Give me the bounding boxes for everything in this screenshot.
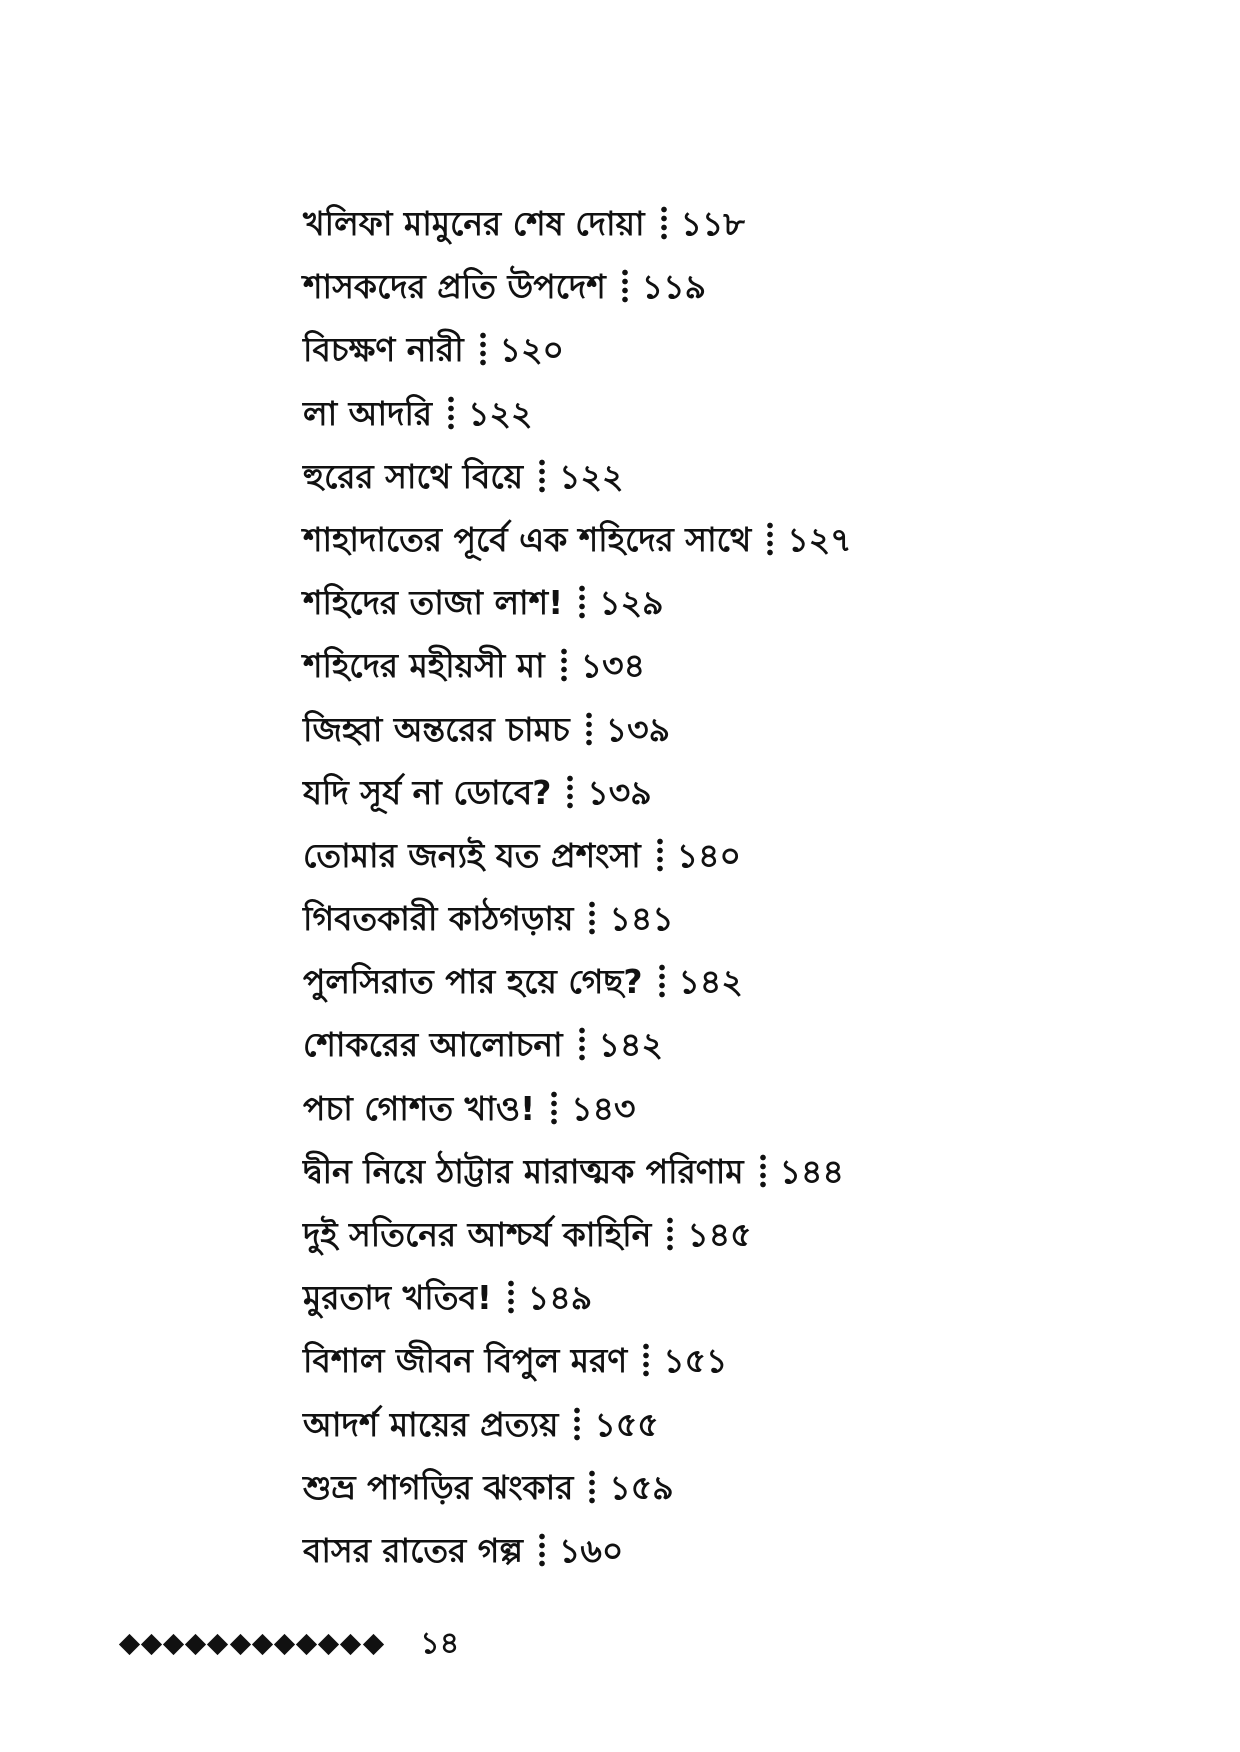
diamond-icon	[318, 1633, 339, 1654]
toc-entry[interactable]	[303, 950, 852, 1013]
toc-entry[interactable]	[303, 824, 852, 887]
entry-title: শাসকদের প্রতি উপদেশ	[303, 267, 606, 307]
diamond-icon	[229, 1633, 250, 1654]
entry-page: ১৪২	[598, 1025, 663, 1065]
entry-page: ১৬০	[558, 1530, 624, 1570]
entry-page: ১২২	[559, 456, 624, 496]
dotted-separator-icon	[565, 774, 575, 810]
diamond-icon	[363, 1633, 384, 1654]
dotted-separator-icon	[537, 1532, 547, 1568]
dotted-separator-icon	[584, 711, 594, 747]
toc-entry[interactable]	[303, 1140, 852, 1203]
toc-entry[interactable]	[303, 318, 852, 381]
toc-entry[interactable]	[303, 255, 852, 318]
toc-entry[interactable]	[303, 887, 852, 950]
toc-entry[interactable]	[303, 634, 852, 697]
dotted-separator-icon	[577, 1026, 587, 1062]
entry-page: ১৪৩	[571, 1088, 636, 1128]
toc-entry[interactable]	[303, 761, 852, 824]
diamond-icon	[296, 1633, 317, 1654]
entry-page: ১৪১	[609, 899, 674, 939]
entry-title: বাসর রাতের গল্প	[303, 1530, 523, 1570]
dotted-separator-icon	[587, 1469, 597, 1505]
entry-title: বিচক্ষণ নারী	[303, 330, 464, 370]
toc-entry[interactable]	[303, 508, 852, 571]
dotted-separator-icon	[506, 1279, 516, 1315]
dotted-separator-icon	[657, 963, 667, 999]
toc-entry[interactable]	[303, 1456, 852, 1519]
toc-entry[interactable]	[303, 1519, 852, 1582]
entry-page: ১২৯	[599, 583, 664, 623]
toc-entry[interactable]	[303, 1077, 852, 1140]
entry-title: তোমার জন্যই যত প্রশংসা	[303, 835, 641, 875]
entry-title: খলিফা মামুনের শেষ দোয়া	[303, 204, 645, 243]
dotted-separator-icon	[577, 584, 587, 620]
diamond-icon	[207, 1633, 228, 1654]
entry-title: শুভ্র পাগড়ির ঝংকার	[303, 1467, 574, 1507]
toc-entry[interactable]	[303, 1329, 852, 1392]
entry-page: ১৫৯	[609, 1467, 674, 1507]
toc-entry[interactable]	[303, 1013, 852, 1076]
page-footer	[118, 1624, 459, 1664]
entry-page: ১৪৫	[687, 1215, 752, 1254]
entry-page: ১১৮	[680, 204, 745, 243]
entry-page: ১৫১	[663, 1341, 728, 1381]
entry-page: ১১৯	[641, 267, 707, 307]
entry-page: ১৩৯	[587, 772, 652, 812]
entry-page: ১২০	[499, 330, 564, 370]
dotted-separator-icon	[537, 458, 547, 494]
entry-title: যদি সূর্য না ডোবে?	[303, 772, 552, 812]
dotted-separator-icon	[559, 647, 569, 683]
dotted-separator-icon	[641, 1342, 651, 1378]
entry-title: আদর্শ মায়ের প্রত্যয়	[303, 1404, 559, 1444]
toc-entry[interactable]	[303, 382, 852, 445]
diamond-icon	[340, 1633, 361, 1654]
table-of-contents	[303, 192, 852, 1582]
entry-title: বিশাল জীবন বিপুল মরণ	[303, 1341, 628, 1381]
entry-title: হুরের সাথে বিয়ে	[303, 456, 524, 496]
page-number: ১৪	[420, 1625, 460, 1661]
entry-title: গিবতকারী কাঠগড়ায়	[303, 899, 574, 939]
entry-page: ১২২	[468, 393, 533, 433]
diamond-icon	[274, 1633, 295, 1654]
entry-page: ১৪০	[676, 835, 741, 875]
dotted-separator-icon	[620, 268, 630, 304]
entry-title: শাহাদাতের পূর্বে এক শহিদের সাথে	[303, 519, 752, 559]
toc-entry[interactable]	[303, 698, 852, 761]
entry-page: ১২৭	[787, 519, 852, 559]
diamond-icon	[141, 1633, 162, 1654]
diamond-icon	[163, 1633, 184, 1654]
dotted-separator-icon	[446, 395, 456, 431]
entry-page: ১৫৫	[594, 1404, 659, 1444]
dotted-separator-icon	[758, 1153, 768, 1189]
diamond-icon	[252, 1633, 273, 1654]
dotted-separator-icon	[665, 1216, 675, 1252]
dotted-separator-icon	[587, 900, 597, 936]
dotted-separator-icon	[572, 1406, 582, 1442]
toc-entry[interactable]	[303, 1203, 852, 1266]
entry-page: ১৪৪	[779, 1151, 844, 1191]
toc-entry[interactable]	[303, 1393, 852, 1456]
dotted-separator-icon	[655, 837, 665, 873]
entry-title: লা আদরি	[303, 393, 433, 433]
dotted-separator-icon	[659, 205, 669, 241]
toc-entry[interactable]	[303, 571, 852, 634]
entry-title: জিহ্বা অন্তরের চামচ	[303, 709, 570, 749]
entry-page: ১৩৯	[605, 709, 671, 749]
entry-title: শহিদের তাজা লাশ!	[303, 583, 564, 623]
toc-entry[interactable]	[303, 445, 852, 508]
diamond-ornament	[118, 1637, 384, 1652]
diamond-icon	[118, 1633, 139, 1654]
dotted-separator-icon	[765, 521, 775, 557]
entry-title: পুলসিরাত পার হয়ে গেছ?	[303, 962, 643, 1002]
entry-page: ১৩৪	[580, 646, 646, 686]
toc-entry[interactable]	[303, 192, 852, 255]
entry-title: শোকরের আলোচনা	[303, 1025, 563, 1065]
diamond-icon	[185, 1633, 206, 1654]
entry-title: শহিদের মহীয়সী মা	[303, 646, 545, 686]
dotted-separator-icon	[549, 1090, 559, 1126]
dotted-separator-icon	[478, 331, 488, 367]
entry-title: মুরতাদ খতিব!	[303, 1278, 492, 1318]
toc-entry[interactable]	[303, 1266, 852, 1329]
entry-title: পচা গোশত খাও!	[303, 1088, 536, 1128]
entry-title: দুই সতিনের আশ্চর্য কাহিনি	[303, 1215, 652, 1254]
entry-page: ১৪২	[678, 962, 743, 1002]
entry-title: দ্বীন নিয়ে ঠাট্টার মারাত্মক পরিণাম	[303, 1151, 744, 1191]
entry-page: ১৪৯	[527, 1278, 593, 1318]
